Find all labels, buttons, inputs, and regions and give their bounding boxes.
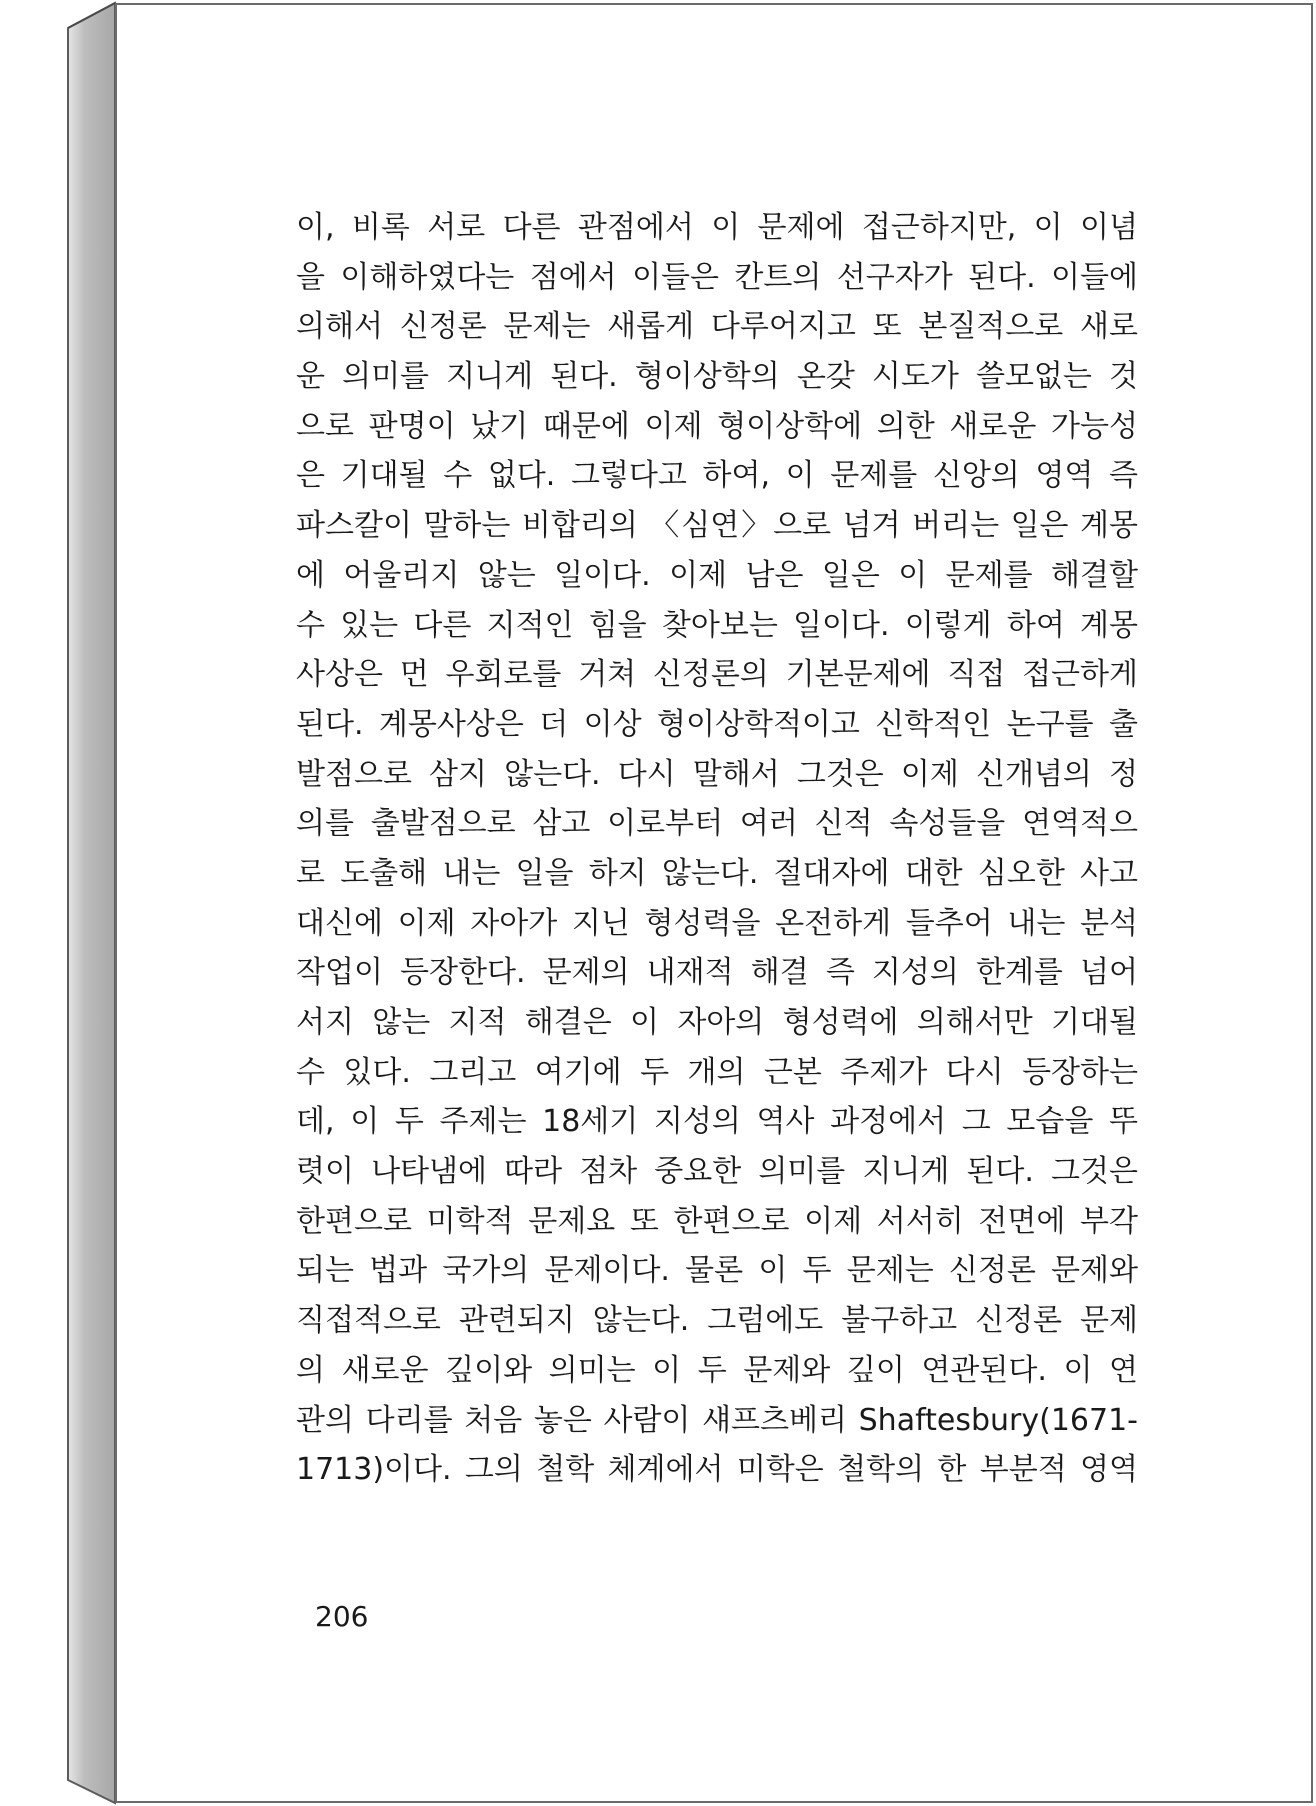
text-line: 된다. 계몽사상은 더 이상 형이상학적이고 신학적인 논구를 출 bbox=[296, 706, 1138, 742]
text-line: 데, 이 두 주제는 18세기 지성의 역사 과정에서 그 모습을 뚜 bbox=[296, 1104, 1138, 1140]
text-line: 수 있다. 그리고 여기에 두 개의 근본 주제가 다시 등장하는 bbox=[296, 1054, 1138, 1090]
text-line: 렷이 나타냄에 따라 점차 중요한 의미를 지니게 된다. 그것은 bbox=[296, 1154, 1138, 1190]
text-line: 을 이해하였다는 점에서 이들은 칸트의 선구자가 된다. 이들에 bbox=[296, 259, 1138, 295]
text-line: 로 도출해 내는 일을 하지 않는다. 절대자에 대한 심오한 사고 bbox=[296, 855, 1138, 891]
text-line: 한편으로 미학적 문제요 또 한편으로 이제 서서히 전면에 부각 bbox=[296, 1203, 1138, 1239]
text-line: 작업이 등장한다. 문제의 내재적 해결 즉 지성의 한계를 넘어 bbox=[296, 955, 1138, 991]
text-line: 파스칼이 말하는 비합리의 〈심연〉으로 넘겨 버리는 일은 계몽 bbox=[296, 508, 1138, 544]
text-line: 되는 법과 국가의 문제이다. 물론 이 두 문제는 신정론 문제와 bbox=[296, 1253, 1138, 1289]
text-line: 대신에 이제 자아가 지닌 형성력을 온전하게 들추어 내는 분석 bbox=[296, 905, 1138, 941]
text-line: 은 기대될 수 없다. 그렇다고 하여, 이 문제를 신앙의 영역 즉 bbox=[296, 458, 1138, 494]
text-line: 사상은 먼 우회로를 거쳐 신정론의 기본문제에 직접 접근하게 bbox=[296, 657, 1138, 693]
text-line: 관의 다리를 처음 놓은 사람이 섀프츠베리 Shaftesbury(1671- bbox=[296, 1402, 1138, 1438]
text-line: 발점으로 삼지 않는다. 다시 말해서 그것은 이제 신개념의 정 bbox=[296, 756, 1138, 792]
text-line: 1713)이다. 그의 철학 체계에서 미학은 철학의 한 부분적 영역 bbox=[296, 1452, 1138, 1488]
text-line: 에 어울리지 않는 일이다. 이제 남은 일은 이 문제를 해결할 bbox=[296, 557, 1138, 593]
text-line: 직접적으로 관련되지 않는다. 그럼에도 불구하고 신정론 문제 bbox=[296, 1303, 1138, 1339]
text-line: 의 새로운 깊이와 의미는 이 두 문제와 깊이 연관된다. 이 연 bbox=[296, 1352, 1138, 1388]
text-line: 의해서 신정론 문제는 새롭게 다루어지고 또 본질적으로 새로 bbox=[296, 309, 1138, 345]
text-line: 수 있는 다른 지적인 힘을 찾아보는 일이다. 이렇게 하여 계몽 bbox=[296, 607, 1138, 643]
page-number: 206 bbox=[315, 1600, 369, 1633]
body-text bbox=[296, 203, 1138, 1495]
text-line: 서지 않는 지적 해결은 이 자아의 형성력에 의해서만 기대될 bbox=[296, 1005, 1138, 1040]
text-line: 의를 출발점으로 삼고 이로부터 여러 신적 속성들을 연역적으 bbox=[296, 806, 1138, 842]
text-line: 으로 판명이 났기 때문에 이제 형이상학에 의한 새로운 가능성 bbox=[296, 408, 1138, 444]
text-line: 이, 비록 서로 다른 관점에서 이 문제에 접근하지만, 이 이념 bbox=[296, 210, 1138, 245]
text-line: 운 의미를 지니게 된다. 형이상학의 온갖 시도가 쓸모없는 것 bbox=[296, 359, 1138, 395]
